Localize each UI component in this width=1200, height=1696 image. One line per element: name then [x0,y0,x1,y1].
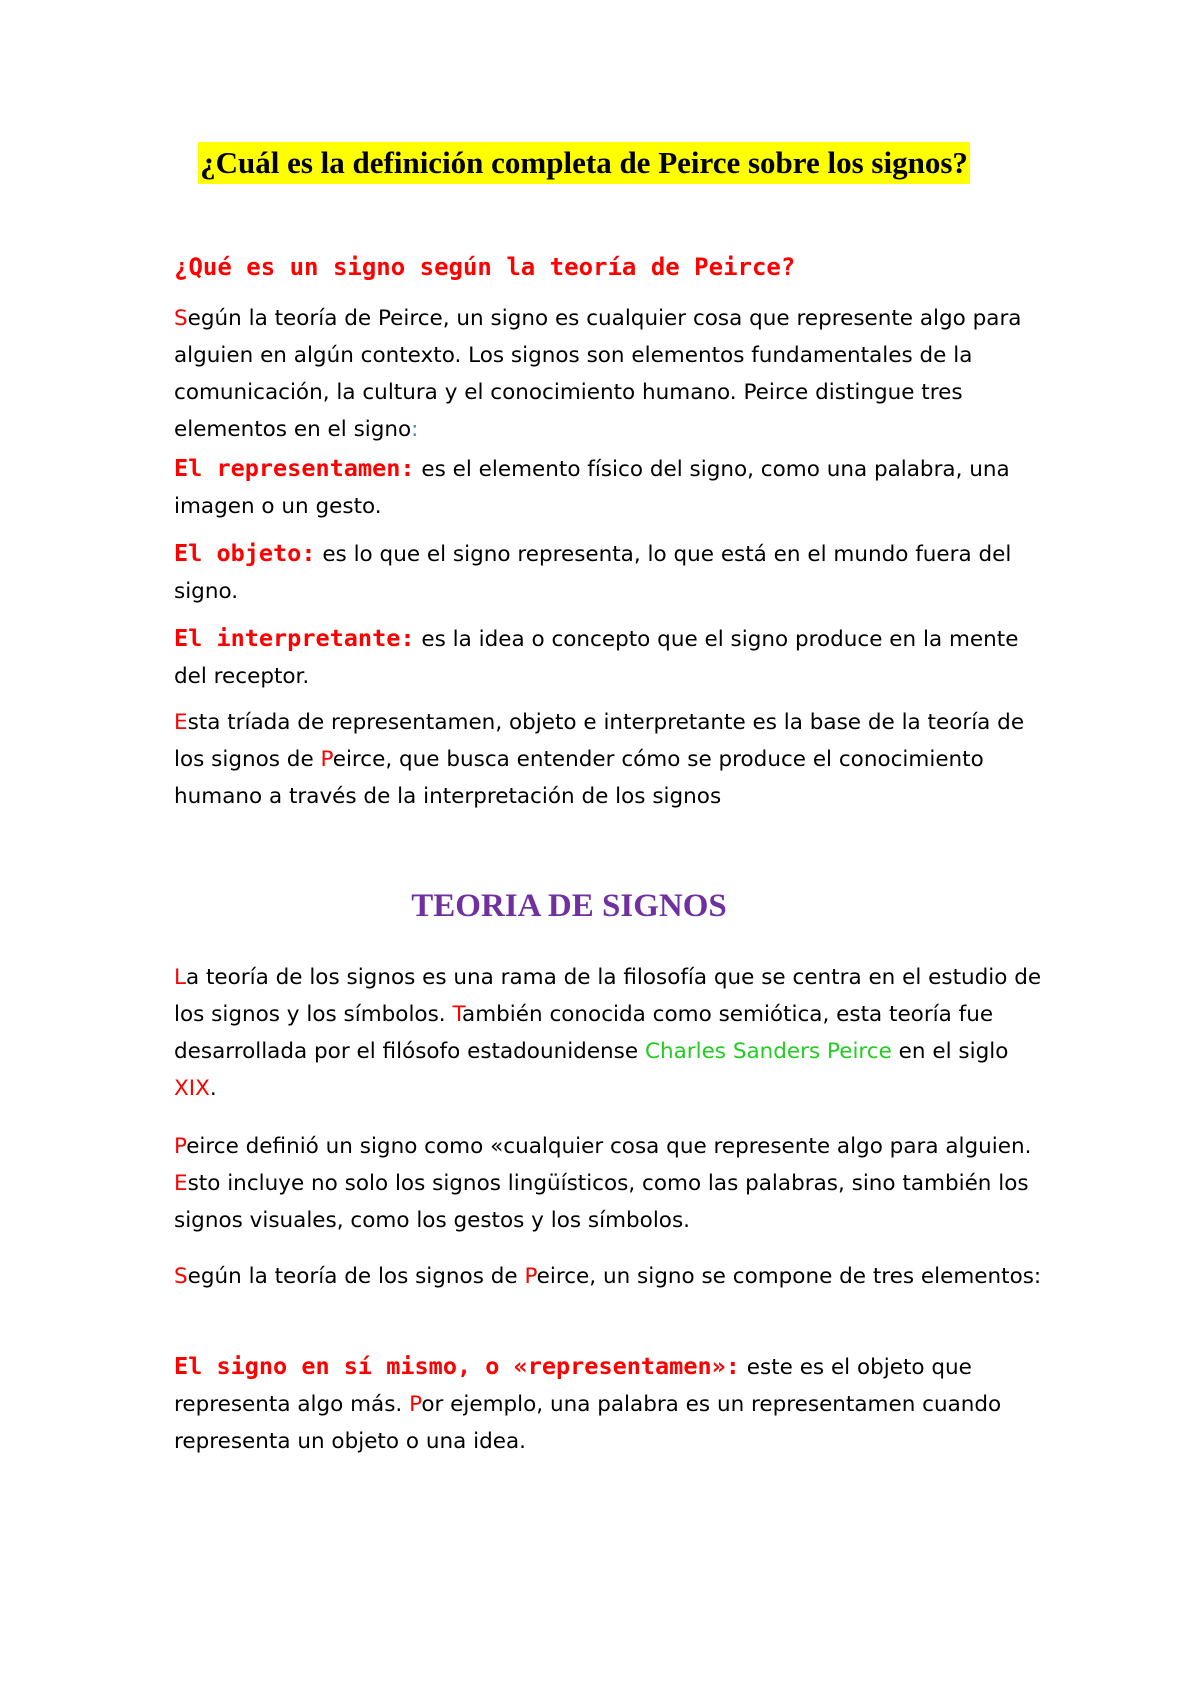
philosopher-name: Charles Sanders Peirce [644,1039,892,1064]
term-interpretante: El interpretante: [174,624,415,652]
title-wrap [174,142,994,184]
theory-paragraph-2 [174,1128,1054,1239]
theory-text-1c: en el siglo [891,1039,1009,1064]
drop-initial: S [174,306,188,331]
intro-paragraph [174,300,1054,448]
closing-text-1: sta tríada de representamen, objeto e interpretante es la base de la teoría de los signos de [174,710,1025,772]
drop-initial: T [452,1002,463,1027]
definition-interpretante: es la idea o concepto que el signo produce en la mente del receptor. [174,627,1019,689]
theory-text-1b: ambién conocida como semiótica, esta teoría fue desarrollada por el filósofo estadounidense [174,1002,994,1064]
theory-text-3b: eirce, un signo se compone de tres elementos: [536,1264,1042,1289]
element-interpretante [174,620,1054,695]
theory-text-1a: a teoría de los signos es una rama de la filosofía que se centra en el estudio de los signos y los símbolos. [174,965,1042,1027]
drop-initial: E [174,1171,188,1196]
drop-initial: P [174,1134,187,1159]
drop-initial: E [174,710,188,735]
closing-paragraph [174,704,1054,815]
drop-initial: P [409,1392,422,1417]
document-title: ¿Cuál es la definición completa de Peirce sobre los signos? [198,142,970,184]
definition-objeto: es lo que el signo representa, lo que está en el mundo fuera del signo. [174,542,1012,604]
element-representamen [174,450,1054,525]
century-numeral: XIX [174,1076,210,1101]
theory-text-4b: or ejemplo, una palabra es un representamen cuando representa un objeto o una idea. [174,1392,1002,1454]
theory-text-4a: este es el objeto que representa algo más. [174,1355,972,1417]
term-representamen: El representamen: [174,454,415,482]
drop-initial: P [320,747,333,772]
theory-text-1d: . [209,1076,217,1101]
drop-initial: P [524,1264,537,1289]
term-objeto: El objeto: [174,539,316,567]
theory-paragraph-1 [174,959,1054,1107]
term-signo-en-si-mismo: El signo en sí mismo, o «representamen»: [174,1352,740,1380]
section-title-teoria: TEORIA DE SIGNOS [411,888,727,924]
drop-initial: L [174,965,186,990]
theory-text-3a: egún la teoría de los signos de [187,1264,525,1289]
theory-paragraph-3 [174,1258,1054,1295]
theory-paragraph-4 [174,1348,1054,1460]
element-objeto [174,535,1054,610]
drop-initial: S [174,1264,188,1289]
theory-text-2a: eirce definió un signo como «cualquier cosa que represente algo para alguien. [186,1134,1032,1159]
section-heading-peirce-sign: ¿Qué es un signo según la teoría de Peirce? [174,253,796,281]
intro-text: egún la teoría de Peirce, un signo es cualquier cosa que represente algo para alguien en algún contexto. Los signos son elementos fundamentales de la comunicación, la cultura y el conocimiento humano. Peirce distingue tres elementos en el signo [174,306,1022,442]
theory-text-2b: sto incluye no solo los signos lingüísticos, como las palabras, sino también los signos visuales, como los gestos y los símbolos. [174,1171,1029,1233]
intro-colon: : [411,417,419,442]
closing-text-2: eirce, que busca entender cómo se produce el conocimiento humano a través de la interpretación de los signos [174,747,984,809]
definition-representamen: es el elemento físico del signo, como una palabra, una imagen o un gesto. [174,457,1010,519]
